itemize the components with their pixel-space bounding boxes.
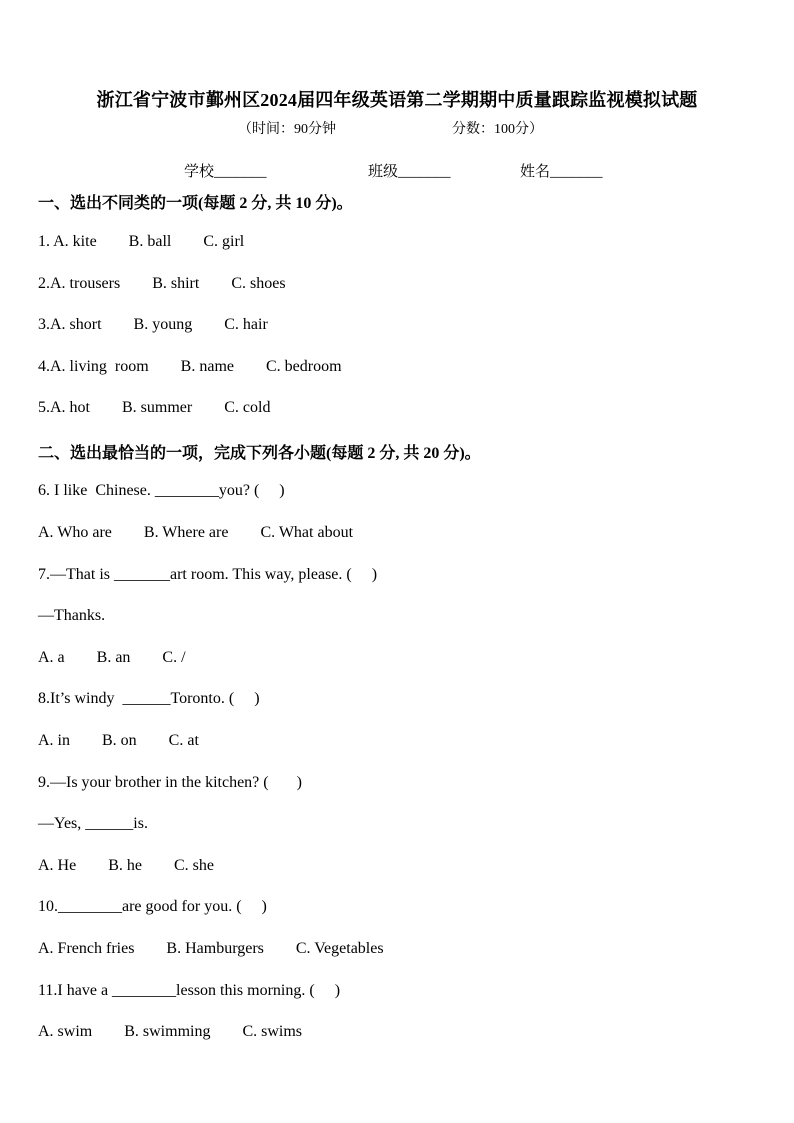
score-info: 分数：100分）	[452, 122, 543, 137]
class-field: 班级_______	[368, 164, 451, 180]
question-9-reply: —Yes, ______is.	[38, 815, 148, 832]
question-11-options: A. swim B. swimming C. swims	[38, 1023, 303, 1040]
school-field: 学校_______	[184, 164, 267, 180]
section-1-heading: 一、选出不同类的一项(每题 2 分, 共 10 分)。	[38, 195, 353, 212]
question-11: 11.I have a ________lesson this morning. ( )	[38, 982, 341, 999]
question-8: 8.It’s windy ______Toronto. ( )	[38, 690, 260, 707]
question-5: 5.A. hot B. summer C. cold	[38, 399, 271, 416]
question-7-options: A. a B. an C. /	[38, 649, 186, 666]
question-10: 10.________are good for you. ( )	[38, 898, 267, 915]
question-2: 2.A. trousers B. shirt C. shoes	[38, 275, 286, 292]
question-7: 7.—That is _______art room. This way, please. ( )	[38, 566, 378, 583]
question-4: 4.A. living room B. name C. bedroom	[38, 358, 342, 375]
name-field: 姓名_______	[520, 164, 603, 180]
question-9: 9.—Is your brother in the kitchen? ( )	[38, 774, 302, 791]
question-3: 3.A. short B. young C. hair	[38, 316, 268, 333]
question-6: 6. I like Chinese. ________you? ( )	[38, 482, 285, 499]
question-8-options: A. in B. on C. at	[38, 732, 199, 749]
question-9-options: A. He B. he C. she	[38, 857, 214, 874]
question-1: 1. A. kite B. ball C. girl	[38, 233, 245, 250]
time-info: （时间：90分钟	[238, 122, 336, 137]
section-2-heading: 二、选出最恰当的一项，完成下列各小题(每题 2 分, 共 20 分)。	[38, 445, 481, 462]
page-title: 浙江省宁波市鄞州区2024届四年级英语第二学期期中质量跟踪监视模拟试题	[96, 90, 698, 110]
question-10-options: A. French fries B. Hamburgers C. Vegetables	[38, 940, 384, 957]
question-6-options: A. Who are B. Where are C. What about	[38, 524, 354, 541]
question-7-reply: —Thanks.	[38, 607, 106, 624]
